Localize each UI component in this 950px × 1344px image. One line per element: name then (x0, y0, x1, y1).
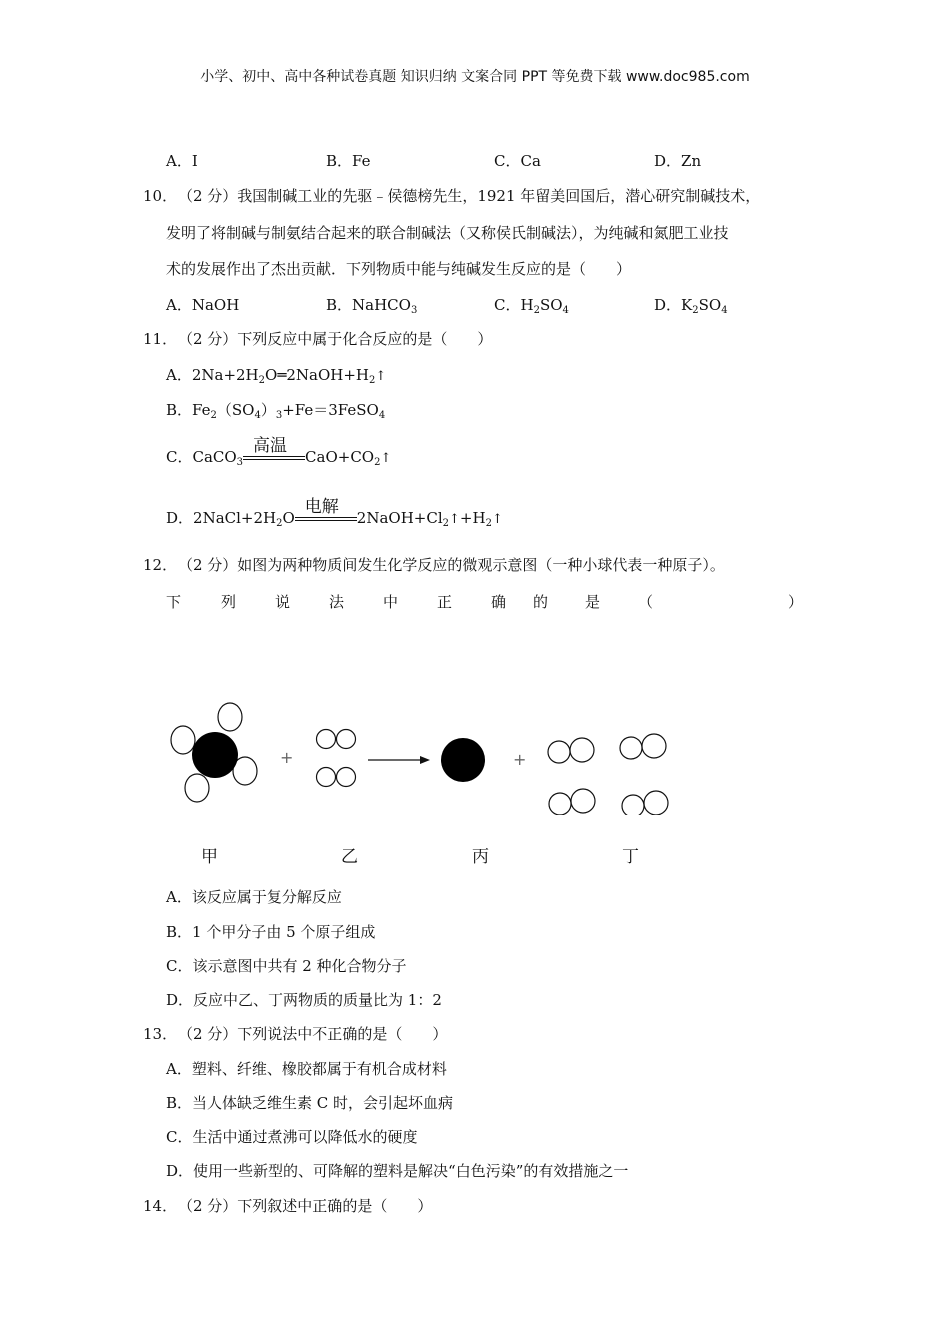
q13-option-a: A．塑料、纤维、橡胶都属于有机合成材料 (166, 1060, 447, 1078)
q11-option-c: C．CaCO$_3$ 高温 $CaO+CO_2↑$ (166, 446, 391, 468)
q11-option-d: D．$2NaCl+2H_2O$ 电解 $2NaOH+Cl_2↑+H_2↑$ (166, 507, 503, 529)
q13-stem: （2 分）下列说法中不正确的是（ ） (178, 1025, 448, 1043)
reaction-arrow (368, 756, 430, 764)
plus-sign: + (513, 750, 527, 769)
q10-option-d: D．$K_2SO_4$ (654, 296, 728, 316)
molecule-bing (441, 738, 485, 782)
q9-option-a: A．I (166, 152, 198, 170)
condition-arrow (295, 497, 357, 521)
q12-number: 12． (143, 556, 178, 574)
q10-line1: （2 分）我国制碱工业的先驱﹣侯德榜先生，1921 年留美回国后，潜心研究制碱技术， (178, 187, 761, 205)
q11-stem: （2 分）下列反应中属于化合反应的是（ ） (178, 330, 493, 348)
q12-option-c: C．该示意图中共有 2 种化合物分子 (166, 957, 407, 975)
condition-electrolysis: 电解 (304, 497, 339, 517)
page-header: 小学、初中、高中各种试卷真题 知识归纳 文案合同 PPT 等免费下载 www.doc985.com (200, 69, 750, 85)
q10-option-a: A．NaOH (166, 296, 240, 314)
molecule-jia (171, 703, 257, 802)
q13-option-c: C．生活中通过煮沸可以降低水的硬度 (166, 1128, 418, 1146)
label-jia: 甲 (201, 847, 218, 867)
q9-option-c: C．Ca (494, 152, 541, 170)
q10-option-c: C．$H_2SO_4$ (494, 296, 569, 316)
q12-option-a: A．该反应属于复分解反应 (166, 888, 342, 906)
q10-line3: 术的发展作出了杰出贡献．下列物质中能与纯碱发生反应的是（ ） (166, 260, 632, 278)
plus-sign: + (280, 748, 294, 767)
molecule-yi (317, 730, 356, 787)
q9-option-b: B．Fe (326, 152, 371, 170)
q14-number: 14． (143, 1197, 178, 1215)
reaction-diagram (160, 695, 680, 815)
q13-option-d: D．使用一些新型的、可降解的塑料是解决“白色污染”的有效措施之一 (166, 1162, 629, 1180)
q11-option-b: B．$Fe_2(SO_4)_3+Fe=3FeSO_4$ (166, 401, 386, 421)
molecule-ding (548, 734, 668, 815)
label-yi: 乙 (341, 847, 358, 867)
q11-number: 11． (143, 330, 178, 348)
q12-line1: （2 分）如图为两种物质间发生化学反应的微观示意图（一种小球代表一种原子）。 (178, 556, 725, 574)
q11-option-a: A．$2Na+2H_2O═2NaOH+H_2↑$ (166, 366, 387, 386)
q10-option-b: B．NaHCO$_3$ (326, 296, 418, 316)
condition-high-temp: 高温 (253, 436, 288, 456)
q14-stem: （2 分）下列叙述中正确的是（ ） (178, 1197, 433, 1215)
q9-option-d: D．Zn (654, 152, 702, 170)
condition-arrow (243, 436, 305, 460)
label-bing: 丙 (472, 847, 489, 867)
label-ding: 丁 (622, 847, 639, 867)
q10-line2: 发明了将制碱与制氨结合起来的联合制碱法（又称侯氏制碱法），为纯碱和氮肥工业技 (166, 224, 729, 242)
q12-option-b: B．1 个甲分子由 5 个原子组成 (166, 923, 376, 941)
q12-option-d: D．反应中乙、丁两物质的质量比为 1：2 (166, 991, 442, 1009)
q10-number: 10． (143, 187, 178, 205)
q13-number: 13． (143, 1025, 178, 1043)
q13-option-b: B．当人体缺乏维生素 C 时，会引起坏血病 (166, 1094, 454, 1112)
